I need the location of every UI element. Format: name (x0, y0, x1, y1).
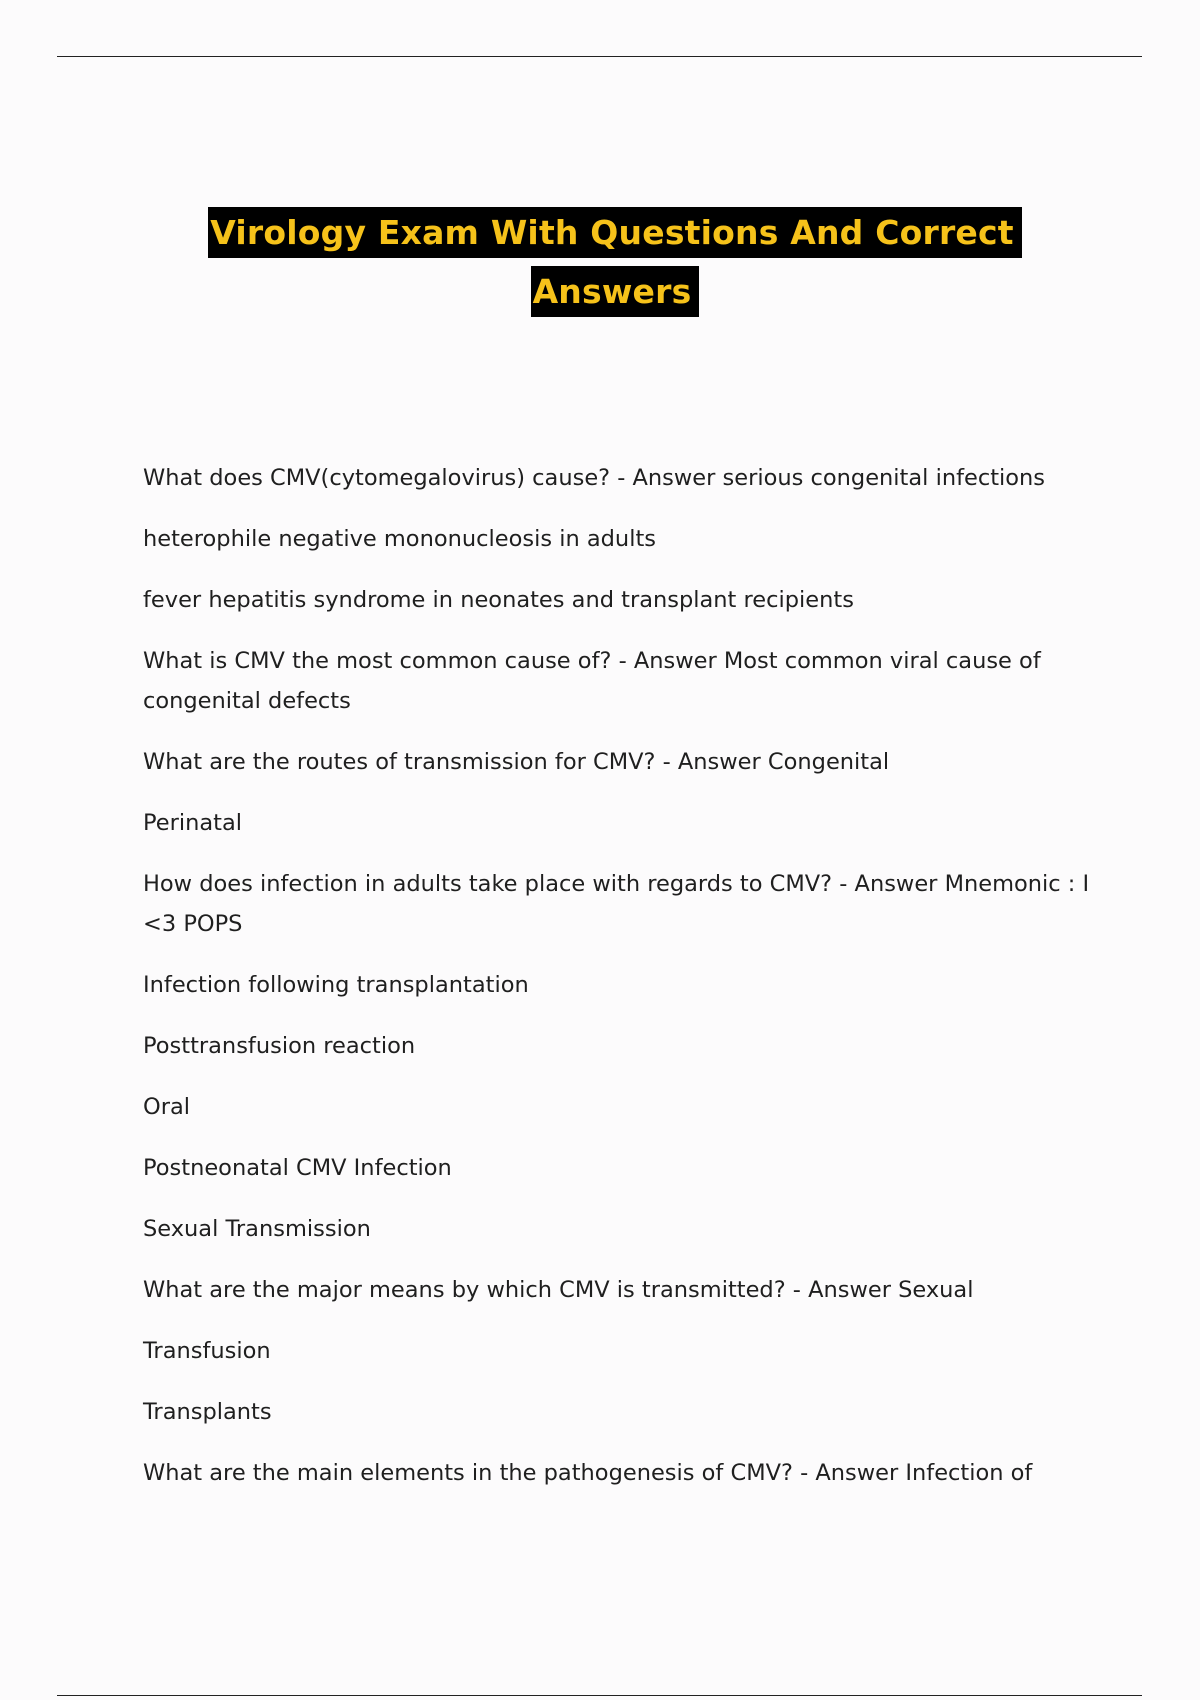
paragraph: Perinatal (143, 810, 243, 836)
paragraph: What are the routes of transmission for CMV? - Answer Congenital (143, 749, 890, 775)
paragraph: Sexual Transmission (143, 1216, 371, 1242)
paragraph: Infection following transplantation (143, 972, 529, 998)
footer-rule (57, 1695, 1142, 1696)
document-body (143, 458, 1093, 1514)
paragraph: fever hepatitis syndrome in neonates and transplant recipients (143, 587, 854, 613)
paragraph: What is CMV the most common cause of? - Answer Most common viral cause of congenital defects (143, 648, 1041, 714)
paragraph: Posttransfusion reaction (143, 1033, 416, 1059)
title-line-1: Virology Exam With Questions And Correct (208, 207, 1022, 258)
paragraph: Postneonatal CMV Infection (143, 1155, 452, 1181)
paragraph: How does infection in adults take place with regards to CMV? - Answer Mnemonic : I <3 POPS (143, 871, 1090, 937)
paragraph: Transplants (143, 1399, 272, 1425)
document-title (0, 203, 1200, 321)
paragraph: What are the major means by which CMV is transmitted? - Answer Sexual (143, 1277, 974, 1303)
paragraph: What does CMV(cytomegalovirus) cause? - Answer serious congenital infections (143, 465, 1046, 491)
title-line-2: Answers (531, 266, 700, 317)
header-rule (57, 56, 1142, 57)
paragraph: Transfusion (143, 1338, 271, 1364)
paragraph: heterophile negative mononucleosis in adults (143, 526, 656, 552)
paragraph: What are the main elements in the pathogenesis of CMV? - Answer Infection of (143, 1460, 1033, 1486)
paragraph: Oral (143, 1094, 190, 1120)
